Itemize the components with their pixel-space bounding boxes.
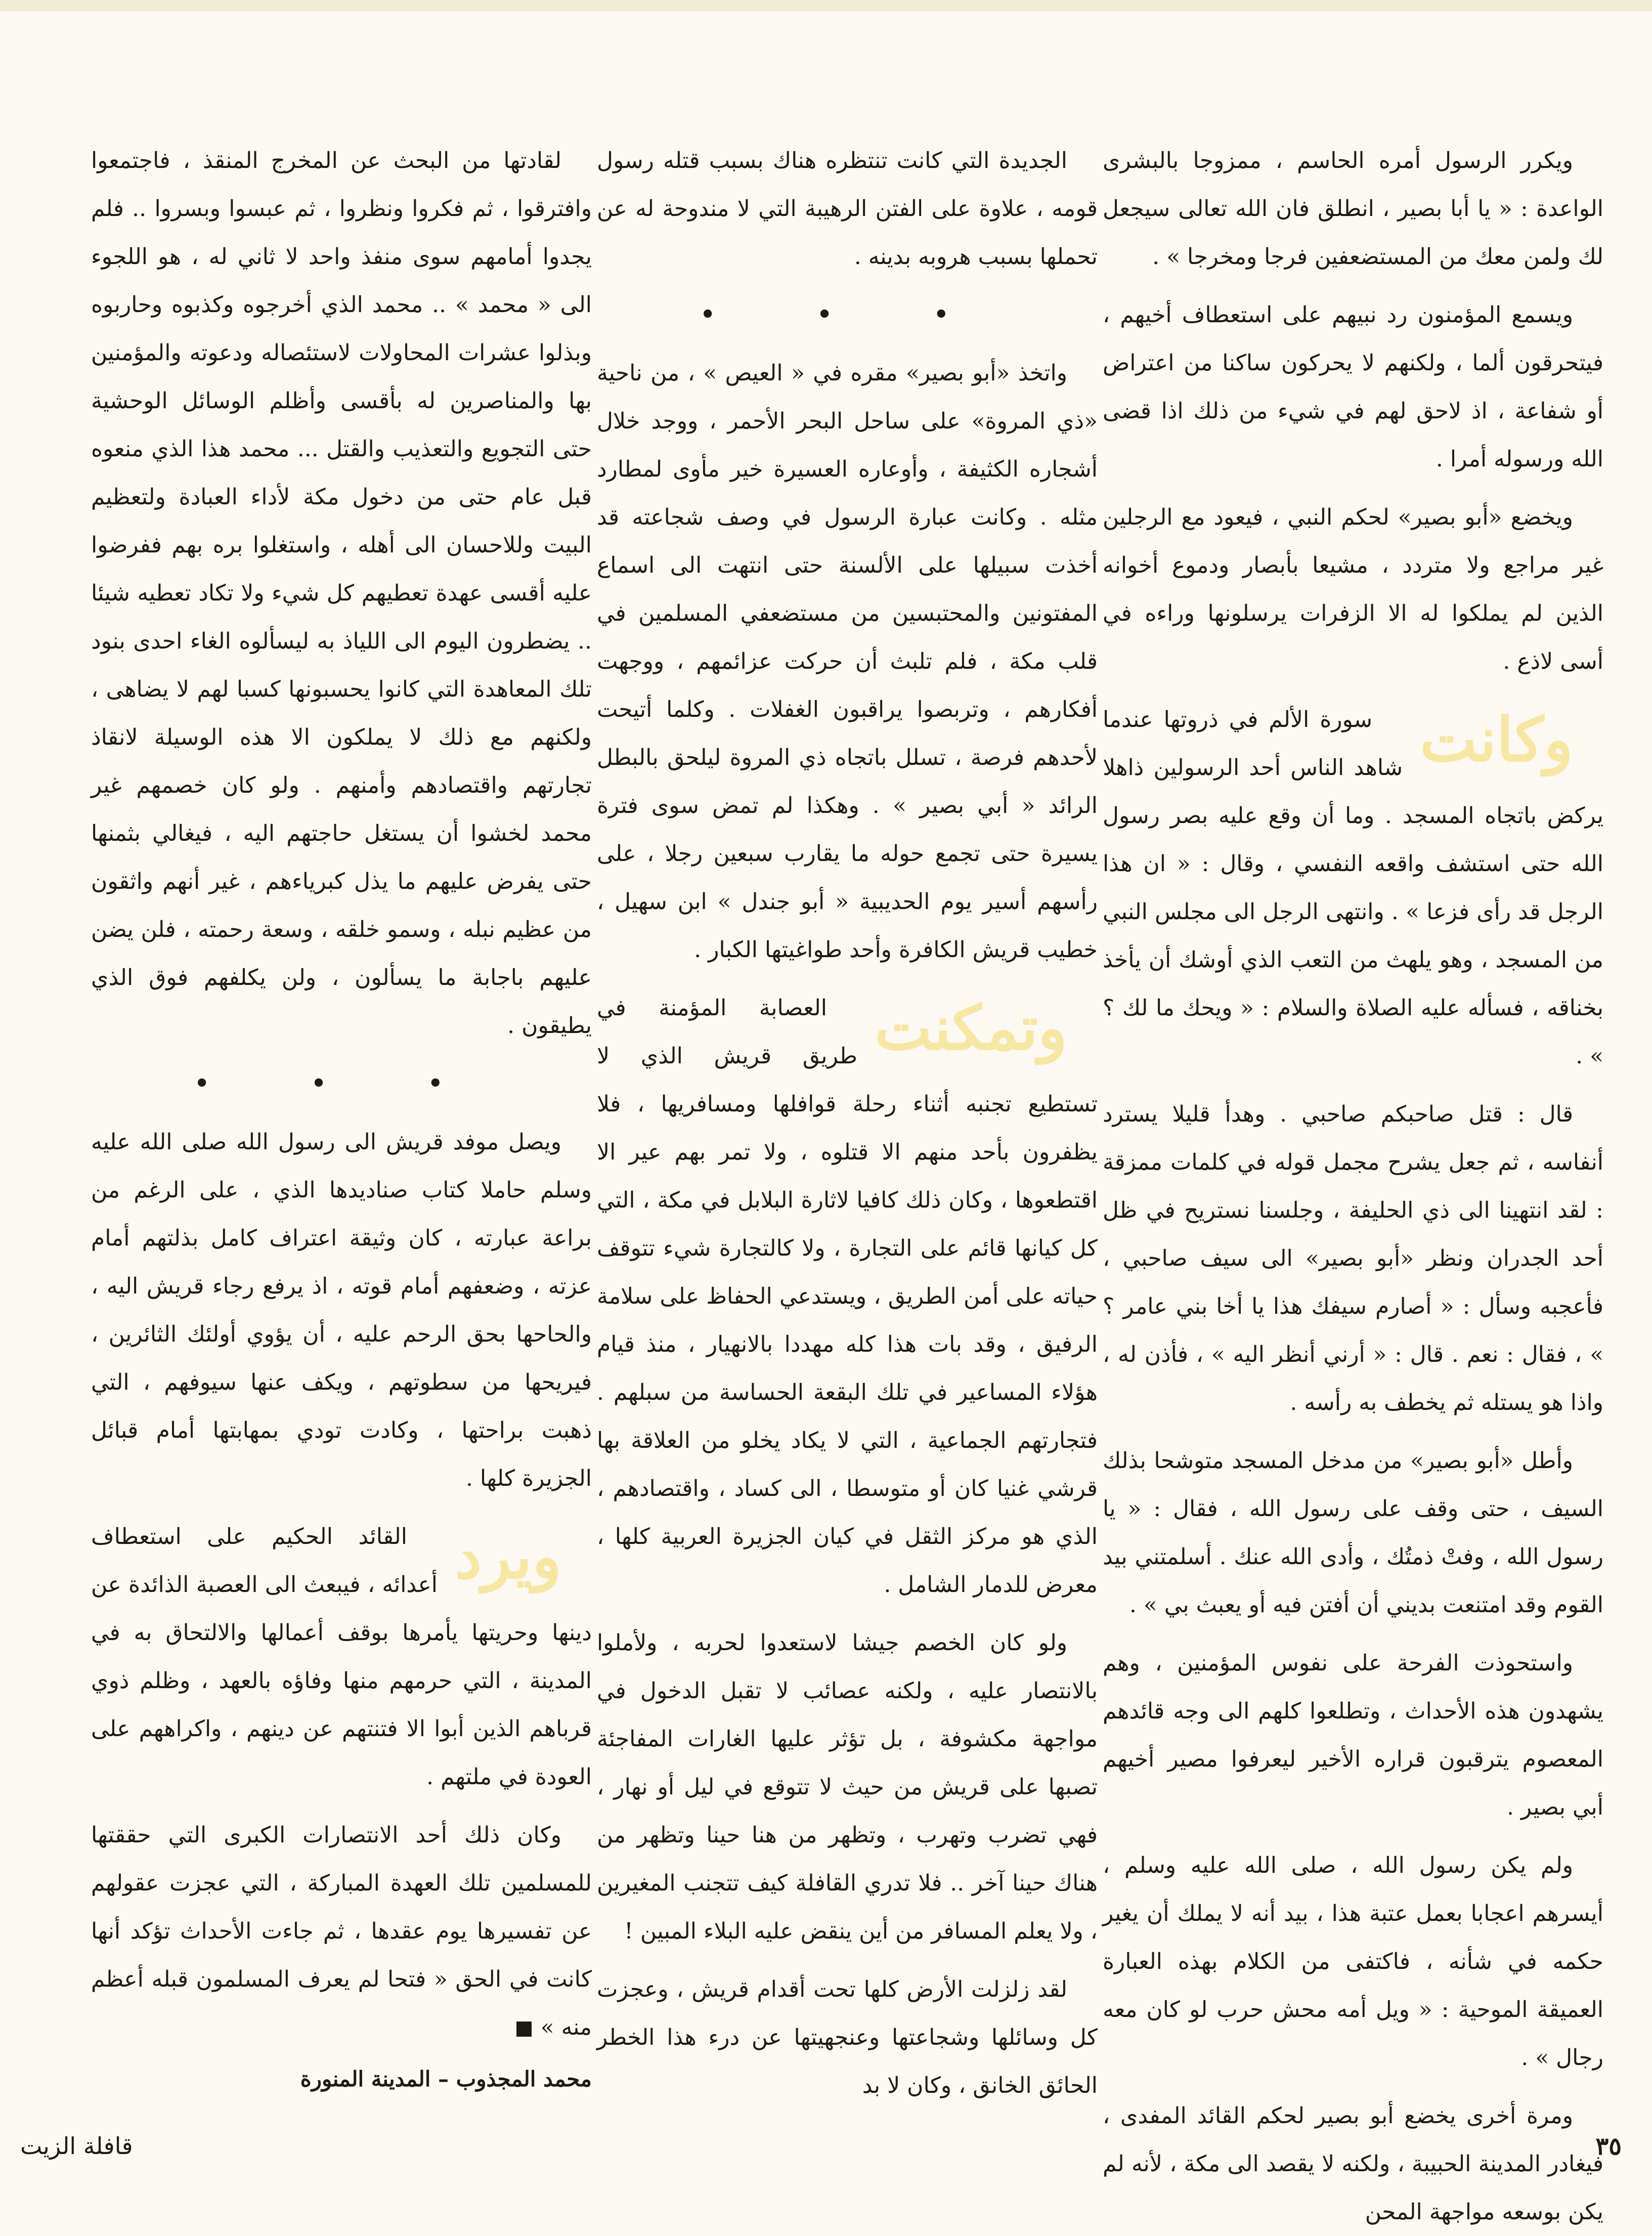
- paragraph: ويسمع المؤمنون رد نبيهم على استعطاف أخيهم ، فيتحرقون ألما ، ولكنهم لا يحركون ساكنا من اعتراض أو شفاعة ، اذ لاحق لهم في شيء من ذلك اذا قضى الله ورسوله أمرا .: [1103, 302, 1603, 472]
- paragraph-text: العصابة المؤمنة في طريق قريش الذي لا تستطيع تجنبه أثناء رحلة قوافلها ومسافريها ، فلا يظفرون بأحد منهم الا قتلوه ، ولا تمر بهم عير الا اقتطعوها ، وكان ذلك كافيا لاثارة البلابل في مكة ، التي كل كيانها قائم على التجارة ، ولا كالتجارة شيء تتوقف حياته على أمن الطريق ، ويستدعي الحفاظ على سلامة الرفيق ، وقد بات هذا كله مهددا بالانهيار ، منذ قيام هؤلاء المساعير في تلك البقعة الحساسة من سبلهم . فتجارتهم الجماعية ، التي لا يكاد يخلو من العلاقة بها قرشي غنيا كان أو متوسطا ، الى كساد ، واقتصادهم ، الذي هو مركز الثقل في كيان الجزيرة العربية كلها ، معرض للدمار الشامل .: [597, 995, 1098, 1598]
- paragraph: [91, 1513, 592, 1801]
- article-column-middle: [597, 137, 1098, 2098]
- paragraph: ومرة أخرى يخضع أبو بصير لحكم القائد المفدى ، فيغادر المدينة الحبيبة ، ولكنه لا يقصد الى مكة ، لأنه لم يكن بوسعه مواجهة المحن: [1103, 2103, 1603, 2225]
- paragraph: [597, 984, 1098, 1609]
- author-signature: محمد المجذوب – المدينة المنورة: [300, 2067, 592, 2091]
- paragraph: [91, 1811, 592, 2051]
- article-column-left: [91, 137, 592, 2049]
- paragraph: قال : قتل صاحبكم صاحبي . وهدأ قليلا يسترد أنفاسه ، ثم جعل يشرح مجمل قوله في كلمات ممزقة : لقد انتهينا الى ذي الحليفة ، وجلسنا نستريح في ظل أحد الجدران ونظر «أبو بصير» الى سيف صاحبي ، فأعجبه وسأل : « أصارم سيفك هذا يا أخا بني عامر ؟ » ، فقال : نعم . قال : « أرني أنظر اليه » ، فأذن له ، واذا هو يستله ثم يخطف به رأسه .: [1103, 1101, 1603, 1415]
- top-color-strip: [0, 0, 1652, 11]
- section-separator-dots: • • •: [193, 1067, 490, 1100]
- paragraph-text: القائد الحكيم على استعطاف أعدائه ، فيبعث الى العصبة الذائدة عن دينها وحريتها يأمرها بوقف أعمالها والالتحاق به في المدينة ، التي حرمهم منها وفاؤه بالعهد ، وظلم ذوي قرباهم الذين أبوا الا فتنتهم عن دينهم ، واكراههم على العودة في ملتهم .: [91, 1524, 592, 1790]
- decorative-initial-word: وكانت: [1420, 704, 1573, 776]
- decorative-initial-word: وتمكنت: [874, 993, 1067, 1064]
- paragraph: لقادتها من البحث عن المخرج المنقذ ، فاجتمعوا وافترقوا ، ثم فكروا ونظروا ، ثم عبسوا وبسروا .. فلم يجدوا أمامهم سوى منفذ واحد لا ثاني له ، هو اللجوء الى « محمد » .. محمد الذي أخرجوه وكذبوه وحاربوه وبذلوا عشرات المحاولات لاستئصاله ودعوته والمؤمنين بها والمناصرين له بأقسى وأظلم الوسائل الوحشية حتى التجويع والتعذيب والقتل ... محمد هذا الذي منعوه قبل عام حتى من دخول مكة لأداء العبادة ولتعظيم البيت وللاحسان الى أهله ، واستغلوا بره بهم ففرضوا عليه أقسى عهدة تعطيهم كل شيء ولا تكاد تعطيه شيئا .. يضطرون اليوم الى اللياذ به ليسألوه الغاء احدى بنود تلك المعاهدة التي كانوا يحسبونها كسبا لهم لا يضاهى ، ولكنهم مع ذلك لا يملكون الا هذه الوسيلة لانقاذ تجارتهم واقتصادهم وأمنهم . ولو كان خصمهم غير محمد لخشوا أن يستغل حاجتهم اليه ، فيغالي بثمنها حتى يفرض عليهم ما يذل كبرياءهم ، غير أنهم واثقون من عظيم نبله ، وسمو خلقه ، وسعة رحمته ، فلن يضن عليهم باجابة ما يسألون ، ولن يكلفهم فوق الذي يطيقون .: [91, 148, 592, 1039]
- paragraph: ولم يكن رسول الله ، صلى الله عليه وسلم ، أيسرهم اعجابا بعمل عتبة هذا ، بيد أنه لا يملك أن يغير حكمه في شأنه ، فاكتفى من الكلام بهذه العبارة العميقة الموحية : « ويل أمه محش حرب لو كان معه رجال » .: [1103, 1853, 1603, 2071]
- article-column-right: [1103, 137, 1603, 2225]
- page-number: ٣٥: [1595, 2132, 1622, 2161]
- paragraph: واستحوذت الفرحة على نفوس المؤمنين ، وهم يشهدون هذه الأحداث ، وتطلعوا كلهم الى وجه قائدهم المعصوم يترقبون قراره الأخير ليعرفوا مصير أخيهم أبي بصير .: [1103, 1650, 1603, 1820]
- paragraph: ويصل موفد قريش الى رسول الله صلى الله عليه وسلم حاملا كتاب صناديدها الذي ، على الرغم من براعة عبارته ، كان وثيقة اعتراف كامل بذلتهم أمام عزته ، وضعفهم أمام قوته ، اذ يرفع رجاء قريش اليه ، والحاحها بحق الرحم عليه ، أن يؤوي أولئك الثائرين ، فيريحها من سطوتهم ، ويكف عنها سيوفهم ، التي ذهبت براحتها ، وكادت تودي بمهابتها أمام قبائل الجزيرة كلها .: [91, 1129, 592, 1491]
- end-of-article-square-icon: [516, 2022, 532, 2037]
- paragraph: ويخضع «أبو بصير» لحكم النبي ، فيعود مع الرجلين غير مراجع ولا متردد ، مشيعا بأبصار ودموع أخوانه الذين لم يملكوا له الا الزفرات يرسلونها وراءه في أسى لاذع .: [1103, 504, 1603, 674]
- paragraph: وأطل «أبو بصير» من مدخل المسجد متوشحا بذلك السيف ، حتى وقف على رسول الله ، فقال : « يا رسول الله ، وفتْ ذمتُك ، وأدى الله عنك . أسلمتني بيد القوم وقد امتنعت بديني أن أفتن فيه أو يعبث بي » .: [1103, 1448, 1603, 1618]
- paragraph: ويكرر الرسول أمره الحاسم ، ممزوجا بالبشرى الواعدة : « يا أبا بصير ، انطلق فان الله تعالى سيجعل لك ولمن معك من المستضعفين فرجا ومخرجا » .: [1103, 148, 1603, 270]
- magazine-name: قافلة الزيت: [20, 2132, 133, 2160]
- paragraph-text: وكان ذلك أحد الانتصارات الكبرى التي حققتها للمسلمين تلك العهدة المباركة ، التي عجزت عقولهم عن تفسيرها يوم عقدها ، ثم جاءت الأحداث تؤكد أنها كانت في الحق « فتحا لم يعرف المسلمون قبله أعظم منه »: [91, 1822, 592, 2040]
- paragraph: واتخذ «أبو بصير» مقره في « العيص » ، من ناحية «ذي المروة» على ساحل البحر الأحمر ، ووجد خلال أشجاره الكثيفة ، وأوعاره العسيرة خير مأوى لمطارد مثله . وكانت عبارة الرسول في وصف شجاعته قد أخذت سبيلها على الألسنة حتى انتهت الى اسماع المفتونين والمحتبسين من مستضعفي المسلمين في قلب مكة ، فلم تلبث أن حركت عزائمهم ، ووجهت أفكارهم ، وتربصوا يراقبون الغفلات . وكلما أتيحت لأحدهم فرصة ، تسلل باتجاه ذي المروة ليلحق بالبطل الرائد « أبي بصير » . وهكذا لم تمض سوى فترة يسيرة حتى تجمع حوله ما يقارب سبعين رجلا ، على رأسهم أسير يوم الحديبية « أبو جندل » ابن سهيل ، خطيب قريش الكافرة وأحد طواغيتها الكبار .: [597, 360, 1098, 963]
- decorative-initial-word: ويرد: [455, 1521, 561, 1593]
- paragraph-text: سورة الألم في ذروتها عندما شاهد الناس أحد الرسولين ذاهلا يركض باتجاه المسجد . وما أن وقع عليه بصر رسول الله حتى استشف واقعه النفسي ، وقال : « ان هذا الرجل قد رأى فزعا » . وانتهى الرجل الى مجلس النبي من المسجد ، وهو يلهث من التعب الذي أوشك أن يأخذ بخناقه ، فسأله عليه الصلاة والسلام : « ويحك ما لك ؟ » .: [1103, 707, 1603, 1069]
- paragraph: ولو كان الخصم جيشا لاستعدوا لحربه ، ولأملوا بالانتصار عليه ، ولكنه عصائب لا تقبل الدخول في مواجهة مكشوفة ، بل تؤثر عليها الغارات المفاجئة تصبها على قريش من حيث لا تتوقع في ليل أو نهار ، فهي تضرب وتهرب ، وتظهر من هنا حينا وتظهر من هناك حينا آخر .. فلا تدري القافلة كيف تتجنب المغيرين ، ولا يعلم المسافر من أين ينقض عليه البلاء المبين !: [597, 1630, 1098, 1944]
- section-separator-dots: • • •: [699, 298, 995, 331]
- paragraph: [1103, 696, 1603, 1080]
- paragraph: لقد زلزلت الأرض كلها تحت أقدام قريش ، وعجزت كل وسائلها وشجاعتها وعنجهيتها عن درء هذا الخطر الحائق الخانق ، وكان لا بد: [597, 1976, 1098, 2098]
- paragraph: الجديدة التي كانت تنتظره هناك بسبب قتله رسول قومه ، علاوة على الفتن الرهيبة التي لا مندوحة له عن تحملها بسبب هروبه بدينه .: [597, 148, 1098, 270]
